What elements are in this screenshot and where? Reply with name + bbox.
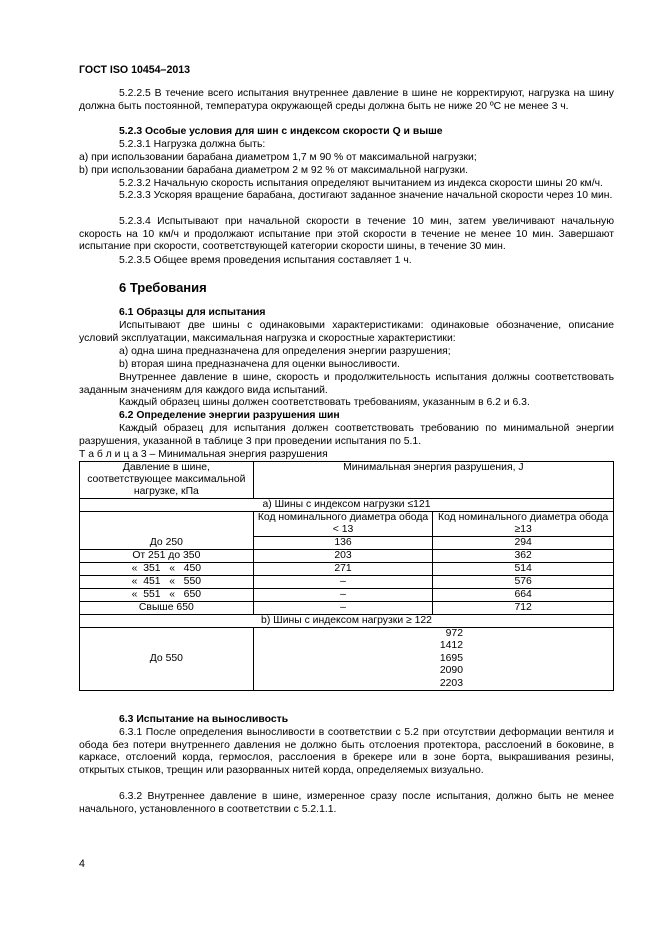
paragraph-6-1-b: b) вторая шина предназначена для оценки выносливости.	[119, 359, 400, 370]
table-caption: Т а б л и ц а 3 – Минимальная энергия разрушения	[79, 449, 328, 460]
table-cell: 712	[433, 602, 614, 615]
table-cell: –	[253, 589, 433, 602]
paragraph-item-b: b) при использовании барабана диаметром 2 м 92 % от максимальной нагрузки.	[79, 165, 469, 176]
table-row	[80, 602, 614, 615]
table-row	[80, 576, 614, 589]
table-cell: До 550	[80, 628, 254, 691]
table-3	[79, 461, 614, 691]
paragraph-5-2-2-5: 5.2.2.5 В течение всего испытания внутреннее давление в шине не корректируют, нагрузка на шину должна быть постоянной, температура окружающей среды должна быть не ниже 20 ºС не менее 3 ч.	[79, 88, 614, 112]
table-row	[80, 589, 614, 602]
page-number: 4	[79, 858, 85, 870]
paragraph-6-3-2: 6.3.2 Внутреннее давление в шине, измеренное сразу после испытания, должно быть не менее начального, установленного в соответствии с 5.2.1.1.	[79, 791, 614, 815]
heading-6-1: 6.1 Образцы для испытания	[119, 307, 266, 318]
value-line: 1412	[439, 640, 463, 652]
table-cell: –	[253, 602, 433, 615]
table-row	[80, 628, 614, 691]
paragraph-item-a: а) при использовании барабана диаметром 1,7 м 90 % от максимальной нагрузки;	[79, 152, 477, 163]
sub-col-header-ge13: Код номинального диаметра обода ≥13	[433, 512, 614, 537]
paragraph-6-1-intro: Испытывают две шины с одинаковыми характеристиками: одинаковые обозначение, описание условий эксплуатации, максимальная нагрузка и скоростные характеристики:	[79, 320, 614, 344]
table-cell: 576	[433, 576, 614, 589]
table-cell: От 251 до 350	[80, 550, 254, 563]
heading-5-2-3: 5.2.3 Особые условия для шин с индексом скорости Q и выше	[119, 126, 443, 137]
table-cell: Свыше 650	[80, 602, 254, 615]
table-cell: « 351 « 450	[80, 563, 254, 576]
col-header-energy: Минимальная энергия разрушения, J	[253, 462, 613, 499]
paragraph-5-2-3-5: 5.2.3.5 Общее время проведения испытания составляет 1 ч.	[119, 255, 412, 266]
value-line: 972	[445, 628, 463, 639]
heading-6-3: 6.3 Испытание на выносливость	[119, 714, 289, 725]
col-header-pressure: Давление в шине, соответствующее максимальной нагрузке, кПа	[80, 462, 254, 499]
table-cell: –	[253, 576, 433, 589]
table-cell: 362	[433, 550, 614, 563]
table-row-pressure: До 250	[80, 512, 254, 550]
paragraph-6-1-a: а) одна шина предназначена для определения энергии разрушения;	[119, 346, 451, 357]
sub-col-header-lt13: Код номинального диаметра обода < 13	[253, 512, 433, 537]
value-line: 1695	[439, 652, 463, 664]
paragraph-5-2-3-4: 5.2.3.4 Испытывают при начальной скорости в течение 10 мин, затем увеличивают начальную скорость на 10 км/ч и продолжают испытание при этой скорости в течение не менее 10 мин. Завершают испытание при скорости, соответствующей категории скорости шины, в течение 30 мин.	[79, 216, 614, 253]
paragraph-5-2-3-2: 5.2.3.2 Начальную скорость испытания определяют вычитанием из индекса скорости шины 20 км/ч.	[119, 178, 603, 189]
paragraph-6-3-1: 6.3.1 После определения выносливости в соответствии с 5.2 при отсутствии деформации вентиля и обода без потери внутреннего давления не должно быть отслоения протектора, расслоений в боковине, в каркасе, отслоений корда, гермослоя, расслоения в брекере или в зоне борта, выкрашивания резины, открытых стыков, трещин или разорванных нитей корда, определяемых визуально.	[79, 727, 614, 776]
paragraph-5-2-3-1: 5.2.3.1 Нагрузка должна быть:	[119, 139, 266, 150]
table-cell: 294	[433, 537, 614, 550]
table-cell: 664	[433, 589, 614, 602]
document-header: ГОСТ ISO 10454–2013	[79, 64, 191, 76]
table-cell: 136	[253, 537, 433, 550]
paragraph-6-2: Каждый образец для испытания должен соответствовать требованию по минимальной энергии разрушения, указанной в таблице 3 при проведении испытания по 5.1.	[79, 423, 614, 447]
paragraph-5-2-3-3: 5.2.3.3 Ускоряя вращение барабана, достигают заданное значение начальной скорости через 10 мин.	[119, 190, 613, 201]
table-cell-values	[253, 628, 613, 691]
table-cell: 203	[253, 550, 433, 563]
section-a-title: а) Шины с индексом нагрузки ≤121	[80, 499, 614, 512]
table-cell: « 451 « 550	[80, 576, 254, 589]
section-title-6: 6 Требования	[119, 280, 207, 295]
table-row	[80, 550, 614, 563]
table-row	[80, 563, 614, 576]
heading-6-2: 6.2 Определение энергии разрушения шин	[119, 410, 340, 421]
section-b-title: b) Шины с индексом нагрузки ≥ 122	[80, 615, 614, 628]
value-line: 2090	[439, 665, 463, 677]
table-cell: « 551 « 650	[80, 589, 254, 602]
paragraph-6-1-conditions: Внутреннее давление в шине, скорость и продолжительность испытания должны соответствовать заданным значениям для каждого вида испытаний.	[79, 372, 614, 396]
table-cell: 514	[433, 563, 614, 576]
paragraph-6-1-requirements: Каждый образец шины должен соответствовать требованиям, указанным в 6.2 и 6.3.	[119, 397, 530, 408]
value-line: 2203	[439, 677, 463, 689]
table-cell: 271	[253, 563, 433, 576]
